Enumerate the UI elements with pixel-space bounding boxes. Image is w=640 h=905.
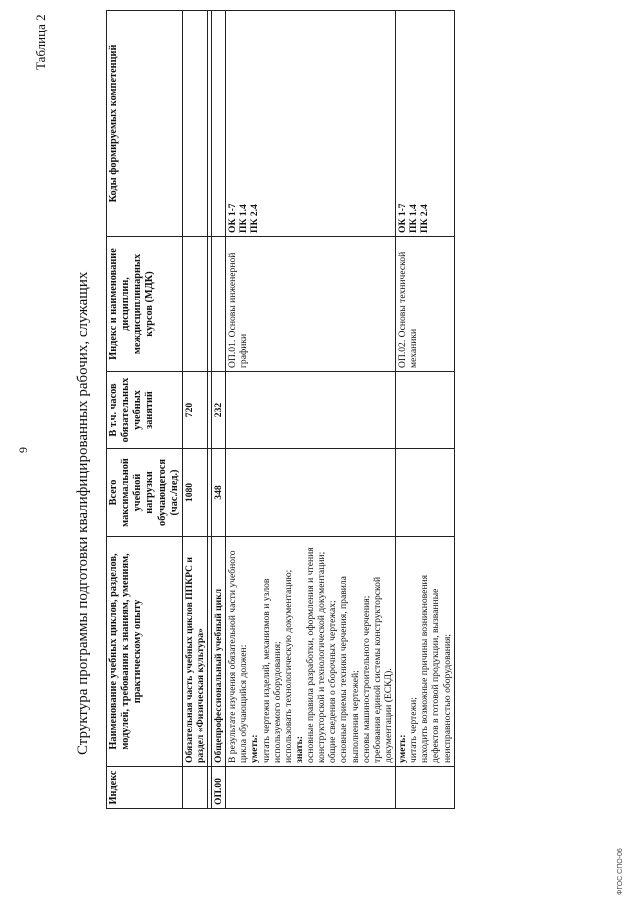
list-item: основные приемы техники черчения, правила выполнения чертежей;: [338, 576, 361, 763]
op01-knowledge-head: знать:: [293, 736, 305, 763]
mandatory-part-hours: 720: [182, 372, 207, 449]
list-item: основные правила разработки, оформления и чтения конструкторской и технологической документации;: [305, 547, 328, 763]
list-item: читать чертежи изделий, механизмов и узлов используемого оборудования;: [260, 578, 283, 763]
header-max-load: Всего максимальной учебной нагрузки обучающегося (час./нед.): [107, 449, 183, 537]
list-item: основы машиностроительного черчения;: [360, 595, 372, 763]
competency-code: ПК 2.4: [419, 204, 431, 233]
table-row: [396, 11, 455, 809]
op01-requirements: [226, 537, 396, 767]
table-label: Таблица 2: [33, 14, 48, 70]
op01-skills-head: уметь:: [249, 734, 261, 763]
table-row: [226, 11, 396, 809]
op00-name: Общепрофессиональный учебный цикл: [212, 537, 226, 767]
header-competencies: Коды формируемых компетенций: [107, 11, 183, 237]
competency-code: ПК 1.4: [408, 204, 420, 233]
op00-max-load: 348: [212, 449, 226, 537]
op00-hours: 232: [212, 372, 226, 449]
competency-code: ПК 2.4: [249, 204, 261, 233]
op00-index: ОП.00: [212, 767, 226, 809]
list-item: находить возможные причины возникновения дефектов в готовой продукции, вызванные неисправностью оборудования;: [419, 574, 453, 763]
header-mandatory-hours: В т.ч. часов обязательных учебных занятий: [107, 372, 183, 449]
mandatory-part-max-load: 1080: [182, 449, 207, 537]
list-item: требования единой системы конструкторской документации (ЕСКД).: [371, 576, 394, 763]
footer-stamp: ФГОС СПО-06: [617, 848, 624, 895]
competency-code: ОК 1-7: [397, 203, 409, 233]
table-row: [212, 11, 226, 809]
op02-competencies: [396, 11, 455, 237]
page-number: 9: [16, 447, 30, 453]
mandatory-part-name: Обязательная часть учебных циклов ППКРС и раздел «Физическая культура»: [182, 537, 207, 767]
list-item: использовать технологическую документацию;: [282, 569, 294, 763]
op02-discipline: ОП.02. Основы технической механики: [396, 237, 455, 372]
list-item: читать чертежи;: [408, 697, 420, 763]
competency-code: ПК 1.4: [238, 204, 250, 233]
op02-requirements: [396, 537, 455, 767]
competency-code: ОК 1-7: [227, 203, 239, 233]
header-discipline: Индекс и наименование дисциплин, междисциплинарных курсов (МДК): [107, 237, 183, 372]
table-header-row: [107, 11, 183, 809]
table-row: [182, 11, 207, 809]
op01-intro: В результате изучения обязательной части учебного цикла обучающийся должен:: [227, 550, 250, 763]
list-item: общие сведения о сборочных чертежах;: [327, 600, 339, 763]
header-index: Индекс: [107, 767, 183, 809]
header-name: Наименование учебных циклов, разделов, модулей, требования к знаниям, умениям, практическому опыту: [107, 537, 183, 767]
op01-competencies: [226, 11, 396, 237]
op02-skills-head: уметь:: [397, 734, 409, 763]
op01-discipline: ОП.01. Основы инженерной графики: [226, 237, 396, 372]
page-title: Структура программы подготовки квалифицированных рабочих, служащих: [75, 271, 91, 755]
structure-table: [106, 10, 455, 809]
